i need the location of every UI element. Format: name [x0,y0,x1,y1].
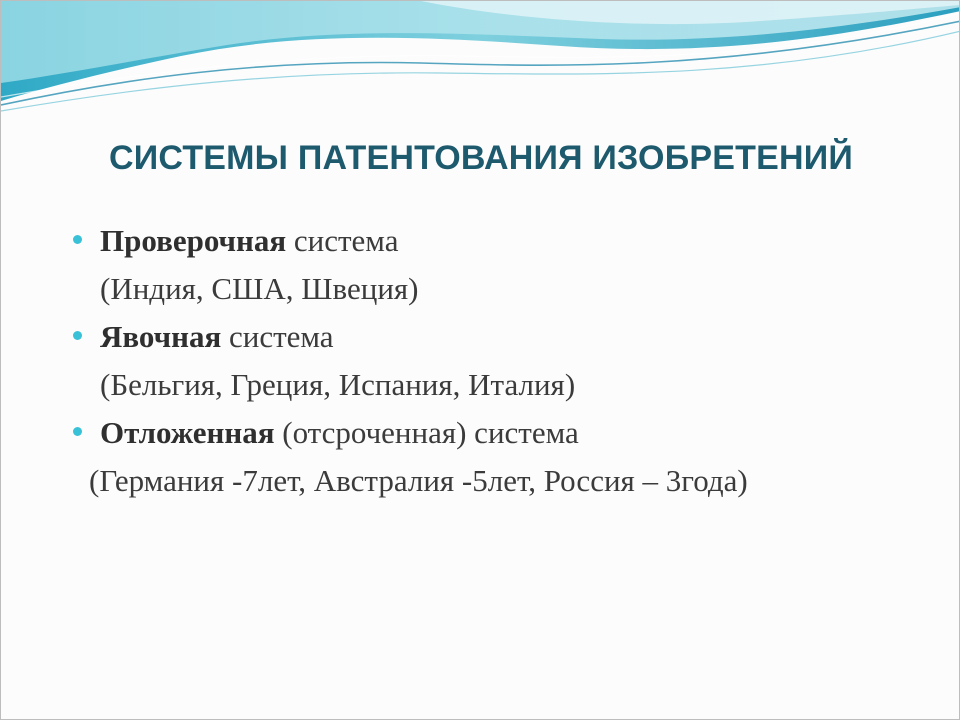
list-item-bold: Проверочная [100,223,287,258]
list-item-text [100,409,579,457]
list-item-detail [73,361,933,409]
bullet-dot-icon [73,427,82,436]
list-item-detail-text: (Германия -7лет, Австралия -5лет, Россия – 3года) [89,463,748,498]
wave-header-decoration [1,1,960,121]
bullet-dot-icon [73,235,82,244]
list-item [73,409,933,457]
list-item-text [100,313,334,361]
list-item-rest: система [286,223,399,258]
list-item-detail [73,457,933,505]
list-item-detail-text: (Индия, США, Швеция) [100,271,419,306]
list-item-text [100,217,398,265]
list-item-detail-text: (Бельгия, Греция, Испания, Италия) [100,367,576,402]
list-item-detail [73,265,933,313]
list-item-rest: (отсроченная) система [274,415,579,450]
list-item [73,217,933,265]
list-item [73,313,933,361]
bullet-dot-icon [73,331,82,340]
bullet-list [73,217,933,505]
list-item-bold: Явочная [100,319,222,354]
list-item-bold: Отложенная [100,415,275,450]
list-item-rest: система [221,319,334,354]
slide-title: СИСТЕМЫ ПАТЕНТОВАНИЯ ИЗОБРЕТЕНИЙ [109,139,853,177]
